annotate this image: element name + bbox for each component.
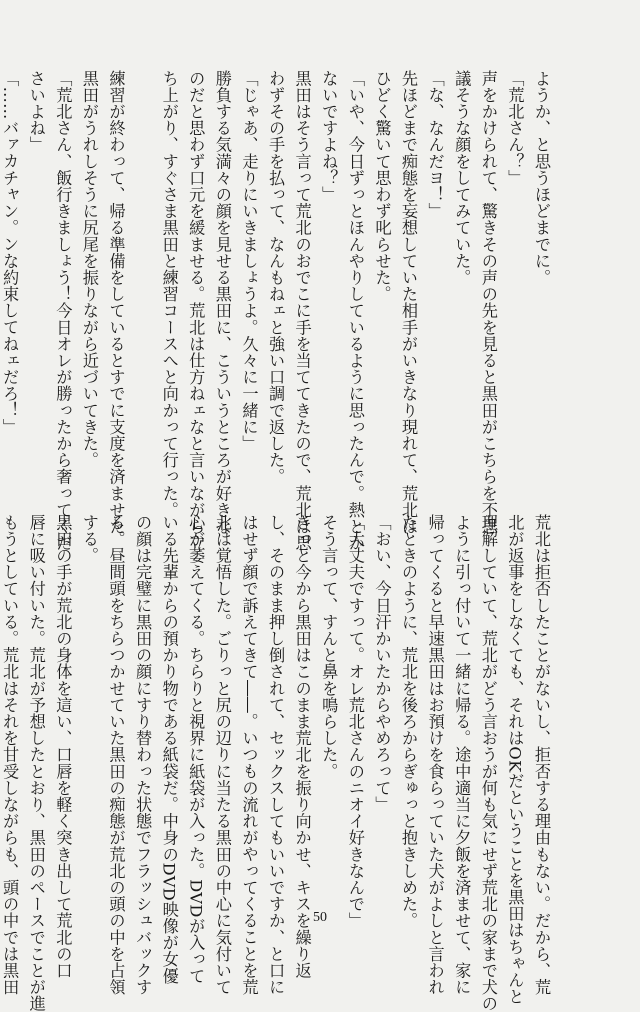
text-line: 黒田の手が荒北の身体を這い、口唇を軽く突き出して荒北の口 bbox=[53, 514, 73, 979]
page-number: 50 bbox=[313, 910, 327, 925]
text-line: いる先輩からの預かり物である紙袋だ。中身のDVD映像が女優 bbox=[159, 514, 179, 985]
text-line: 勝負する気満々の顔を見せる黒田に、こういうところが好きな bbox=[212, 70, 232, 535]
text-line: 黒田はそう言って荒北のおでこに手を当ててきたので、荒北は思 bbox=[292, 70, 312, 552]
text-line: きっと今から黒田はこのまま荒北を振り向かせ、キスを繰り返 bbox=[292, 514, 312, 979]
text-line: 理解していて、荒北がどう言おうが何も気にせず荒北の家まで犬の bbox=[478, 514, 498, 1012]
text-line: 唇に吸い付いた。荒北が予想したとおり、黒田のペースでことが進 bbox=[26, 514, 46, 1012]
text-line: 練習が終わって、帰る準備をしているとすでに支度を済ませた bbox=[106, 70, 126, 535]
text-line: 心が萎えてくる。ちらりと視界に紙袋が入った。DVDが入って bbox=[186, 514, 206, 985]
text-line: 「いや、今日ずっとほんやりしているように思ったんで。熱とか bbox=[345, 70, 365, 552]
upper-text-block bbox=[0, 70, 554, 552]
text-line: 帰ってくると早速黒田はお預けを食らっていた犬がよしと言われ bbox=[425, 514, 445, 996]
text-line: ようか、と思うほどまでに。 bbox=[532, 70, 551, 286]
text-line: し、そのまま押し倒されて、セックスしてもいいですか、と口に bbox=[266, 514, 286, 996]
text-line: もうとしている。荒北はそれを甘受しながらも、頭の中では黒田 bbox=[0, 514, 20, 996]
text-line: さいよね」 bbox=[26, 70, 46, 153]
text-line: 「荒北さん？」 bbox=[505, 70, 525, 187]
text-line: ないですよね？」 bbox=[319, 70, 339, 203]
text-line: 黒田がうれしそうに尻尾を振りながら近づいてきた。 bbox=[79, 70, 99, 469]
text-line: 「じゃあ、走りにいきましょうよ。久々に一緒に」 bbox=[239, 70, 259, 452]
text-line: ように引っ付いて一緒に帰る。途中適当に夕飯を済ませて、家に bbox=[452, 514, 472, 996]
text-line: 先ほどまで痴態を妄想していた相手がいきなり現れて、荒北は bbox=[399, 70, 419, 535]
text-line: の顔は完璧に黒田の顔にすり替わった状態でフラッシュバックす bbox=[133, 514, 153, 996]
text-line: 北が返事をしなくても、それはOKだということを黒田はちゃんと bbox=[505, 514, 525, 1005]
text-line: ち上がり、すぐさま黒田と練習コースへと向かって行った。 bbox=[159, 70, 179, 519]
text-line: はせず顔で訴えてきて――。いつもの流れがやってくることを荒 bbox=[239, 514, 259, 996]
text-line: 荒北は拒否したことがないし、拒否する理由もない。だから、荒 bbox=[532, 514, 551, 996]
text-line bbox=[129, 70, 156, 470]
text-line: 「おい、今日汗かいたからやめろって」 bbox=[372, 514, 392, 813]
text-line: 議そうな顔をしてみていた。 bbox=[452, 70, 472, 286]
text-line: る。昼間頭をちらつかせていた黒田の痴態が荒北の頭の中を占領 bbox=[106, 514, 126, 996]
text-line: 「……バァカチャン。ンな約束してねェだろ！」 bbox=[0, 70, 20, 436]
text-line: わずその手を払って、なんもねェと強い口調で返した。 bbox=[266, 70, 286, 485]
text-line: そう言って、すんと鼻を鳴らした。 bbox=[319, 514, 339, 780]
text-line: する。 bbox=[79, 514, 99, 564]
text-line: のだと思わず口元を緩ませる。荒北は仕方ねェなと言いながら立 bbox=[186, 70, 206, 552]
text-line: 声をかけられて、驚きその声の先を見ると黒田がこちらを不思 bbox=[478, 70, 498, 535]
text-line: 「な、なんだヨ！」 bbox=[425, 70, 445, 220]
text-line: ひどく驚いて思わず叱らせた。 bbox=[372, 70, 392, 303]
text-line: 「荒北さん、飯行きましょう！今日オレが勝ったから奢ってくだ bbox=[53, 70, 73, 552]
text-line: 北は覚悟した。ごりっと尻の辺りに当たる黒田の中心に気付いて bbox=[212, 514, 232, 996]
text-line: たときのように、荒北を後ろからぎゅっと抱きしめた。 bbox=[399, 514, 419, 929]
text-line: 「大丈夫ですって。オレ荒北さんのニオイ好きなんで」 bbox=[345, 514, 365, 929]
